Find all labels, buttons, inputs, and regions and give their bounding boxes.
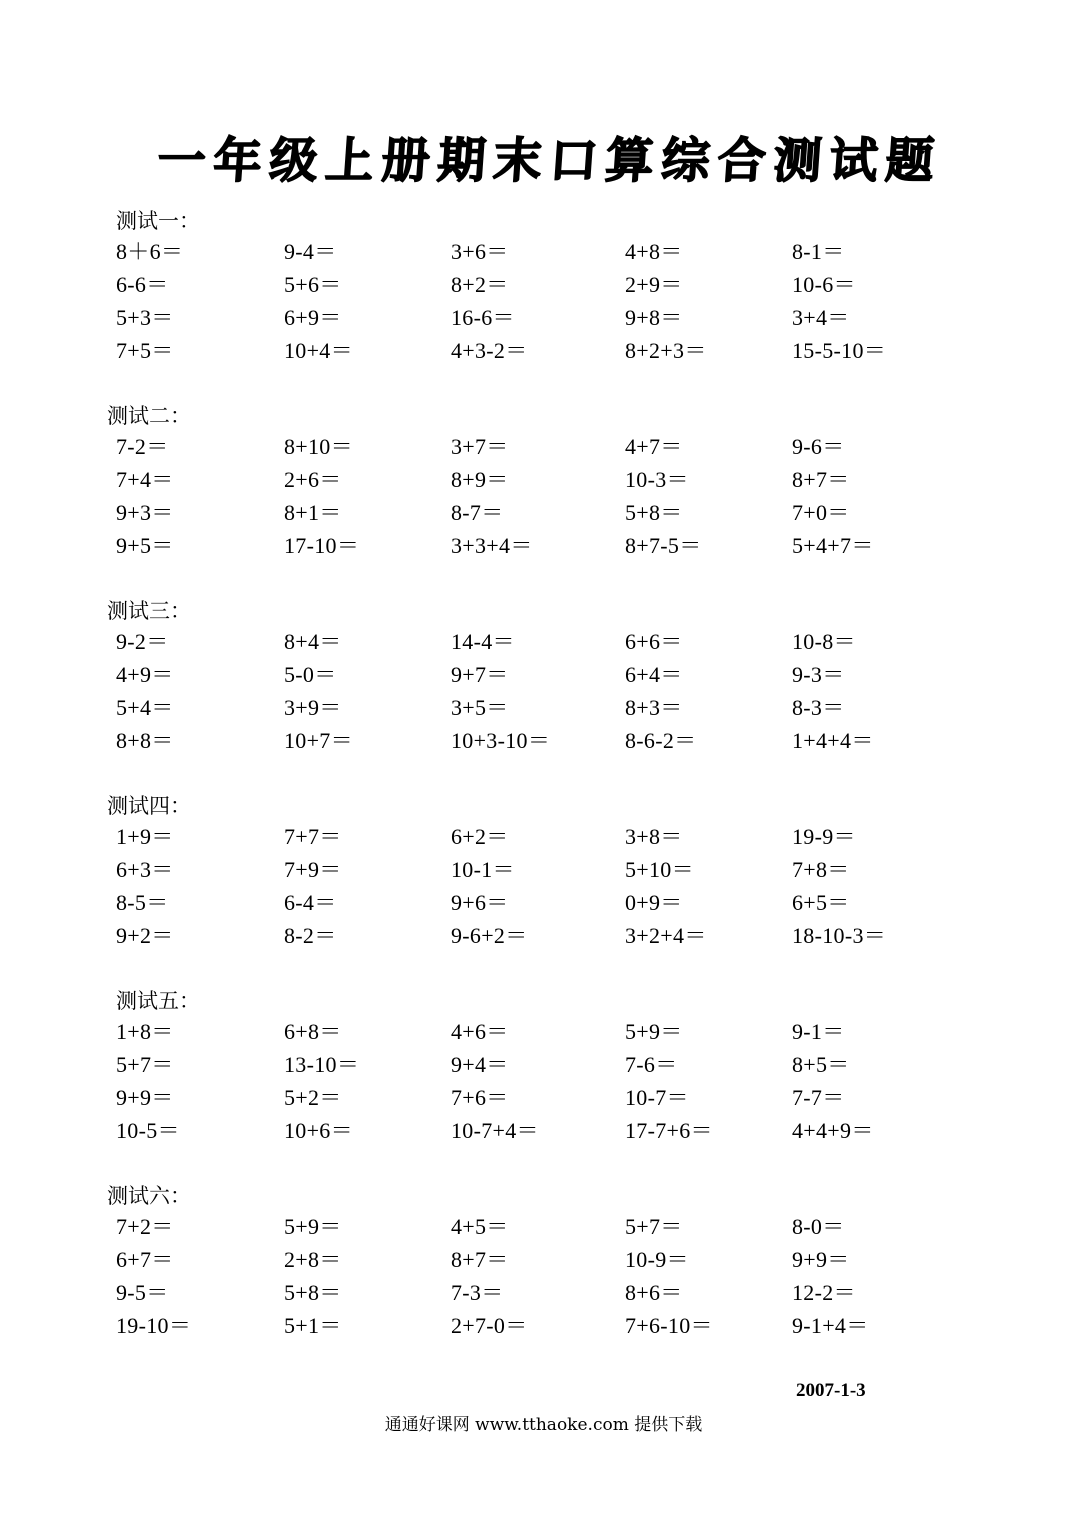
arithmetic-problem: 3+2+4＝ xyxy=(625,923,707,948)
section-label: 测试四： xyxy=(107,794,191,818)
arithmetic-problem: 9+8＝ xyxy=(625,305,683,330)
problem-row xyxy=(0,430,1087,463)
problem-row xyxy=(0,886,1087,919)
arithmetic-problem: 7+4＝ xyxy=(116,467,174,492)
arithmetic-problem: 14-4＝ xyxy=(451,629,515,654)
arithmetic-problem: 8+7＝ xyxy=(792,467,850,492)
arithmetic-problem: 1+9＝ xyxy=(116,824,174,849)
arithmetic-problem: 13-10＝ xyxy=(284,1052,360,1077)
document-date: 2007-1-3 xyxy=(796,1380,866,1401)
arithmetic-problem: 2+9＝ xyxy=(625,272,683,297)
arithmetic-problem: 10-3＝ xyxy=(625,467,689,492)
arithmetic-problem: 9-5＝ xyxy=(116,1280,169,1305)
arithmetic-problem: 8-0＝ xyxy=(792,1214,845,1239)
arithmetic-problem: 8+1＝ xyxy=(284,500,342,525)
arithmetic-problem: 5+1＝ xyxy=(284,1313,342,1338)
arithmetic-problem: 17-7+6＝ xyxy=(625,1118,713,1143)
arithmetic-problem: 5+6＝ xyxy=(284,272,342,297)
section-label: 测试二： xyxy=(107,404,191,428)
arithmetic-problem: 9+3＝ xyxy=(116,500,174,525)
arithmetic-problem: 2+8＝ xyxy=(284,1247,342,1272)
problem-row xyxy=(0,529,1087,562)
arithmetic-problem: 8-5＝ xyxy=(116,890,169,915)
arithmetic-problem: 9+4＝ xyxy=(451,1052,509,1077)
arithmetic-problem: 8-7＝ xyxy=(451,500,504,525)
arithmetic-problem: 6+2＝ xyxy=(451,824,509,849)
arithmetic-problem: 7-7＝ xyxy=(792,1085,845,1110)
arithmetic-problem: 10+6＝ xyxy=(284,1118,353,1143)
arithmetic-problem: 5+9＝ xyxy=(625,1019,683,1044)
problem-row xyxy=(0,853,1087,886)
problem-row xyxy=(0,1048,1087,1081)
arithmetic-problem: 8+7-5＝ xyxy=(625,533,702,558)
arithmetic-problem: 6+7＝ xyxy=(116,1247,174,1272)
arithmetic-problem: 7+2＝ xyxy=(116,1214,174,1239)
problem-row xyxy=(0,658,1087,691)
arithmetic-problem: 8+2＝ xyxy=(451,272,509,297)
problem-row xyxy=(0,625,1087,658)
arithmetic-problem: 1+8＝ xyxy=(116,1019,174,1044)
arithmetic-problem: 8+10＝ xyxy=(284,434,353,459)
arithmetic-problem: 3+6＝ xyxy=(451,239,509,264)
arithmetic-problem: 1+4+4＝ xyxy=(792,728,874,753)
problem-row xyxy=(0,1015,1087,1048)
arithmetic-problem: 16-6＝ xyxy=(451,305,515,330)
arithmetic-problem: 6-4＝ xyxy=(284,890,337,915)
arithmetic-problem: 7-2＝ xyxy=(116,434,169,459)
problem-row xyxy=(0,334,1087,367)
arithmetic-problem: 8-2＝ xyxy=(284,923,337,948)
arithmetic-problem: 5+7＝ xyxy=(625,1214,683,1239)
arithmetic-problem: 9+2＝ xyxy=(116,923,174,948)
arithmetic-problem: 9+9＝ xyxy=(792,1247,850,1272)
arithmetic-problem: 10+4＝ xyxy=(284,338,353,363)
arithmetic-problem: 3+5＝ xyxy=(451,695,509,720)
arithmetic-problem: 5+8＝ xyxy=(625,500,683,525)
arithmetic-problem: 7+9＝ xyxy=(284,857,342,882)
arithmetic-problem: 5+4+7＝ xyxy=(792,533,874,558)
arithmetic-problem: 6+5＝ xyxy=(792,890,850,915)
problem-row xyxy=(0,496,1087,529)
arithmetic-problem: 5-0＝ xyxy=(284,662,337,687)
arithmetic-problem: 9-3＝ xyxy=(792,662,845,687)
arithmetic-problem: 7+6＝ xyxy=(451,1085,509,1110)
problem-row xyxy=(0,235,1087,268)
arithmetic-problem: 2+7-0＝ xyxy=(451,1313,528,1338)
arithmetic-problem: 7+7＝ xyxy=(284,824,342,849)
arithmetic-problem: 8-3＝ xyxy=(792,695,845,720)
arithmetic-problem: 8+4＝ xyxy=(284,629,342,654)
arithmetic-problem: 8+8＝ xyxy=(116,728,174,753)
arithmetic-problem: 7+6-10＝ xyxy=(625,1313,713,1338)
arithmetic-problem: 3+8＝ xyxy=(625,824,683,849)
section-label: 测试一： xyxy=(116,209,200,233)
arithmetic-problem: 7-3＝ xyxy=(451,1280,504,1305)
arithmetic-problem: 4+4+9＝ xyxy=(792,1118,874,1143)
arithmetic-problem: 7-6＝ xyxy=(625,1052,678,1077)
page-title: 一年级上册期末口算综合测试题 xyxy=(155,133,944,189)
arithmetic-problem: 4+7＝ xyxy=(625,434,683,459)
arithmetic-problem: 8+9＝ xyxy=(451,467,509,492)
arithmetic-problem: 10-7＝ xyxy=(625,1085,689,1110)
arithmetic-problem: 9+7＝ xyxy=(451,662,509,687)
arithmetic-problem: 8＋6＝ xyxy=(116,239,184,264)
problem-row xyxy=(0,1309,1087,1342)
arithmetic-problem: 5+8＝ xyxy=(284,1280,342,1305)
arithmetic-problem: 5+9＝ xyxy=(284,1214,342,1239)
arithmetic-problem: 10-7+4＝ xyxy=(451,1118,539,1143)
arithmetic-problem: 10-6＝ xyxy=(792,272,856,297)
arithmetic-problem: 9-2＝ xyxy=(116,629,169,654)
problem-row xyxy=(0,724,1087,757)
arithmetic-problem: 3+4＝ xyxy=(792,305,850,330)
arithmetic-problem: 5+7＝ xyxy=(116,1052,174,1077)
arithmetic-problem: 10-1＝ xyxy=(451,857,515,882)
arithmetic-problem: 5+3＝ xyxy=(116,305,174,330)
problem-row xyxy=(0,820,1087,853)
section-label: 测试三： xyxy=(107,599,191,623)
arithmetic-problem: 10-5＝ xyxy=(116,1118,180,1143)
arithmetic-problem: 3+9＝ xyxy=(284,695,342,720)
problem-row xyxy=(0,1243,1087,1276)
arithmetic-problem: 3+7＝ xyxy=(451,434,509,459)
arithmetic-problem: 6+6＝ xyxy=(625,629,683,654)
arithmetic-problem: 9-4＝ xyxy=(284,239,337,264)
arithmetic-problem: 9+6＝ xyxy=(451,890,509,915)
arithmetic-problem: 18-10-3＝ xyxy=(792,923,887,948)
arithmetic-problem: 7+5＝ xyxy=(116,338,174,363)
arithmetic-problem: 12-2＝ xyxy=(792,1280,856,1305)
arithmetic-problem: 10+3-10＝ xyxy=(451,728,551,753)
arithmetic-problem: 4+3-2＝ xyxy=(451,338,528,363)
arithmetic-problem: 8+7＝ xyxy=(451,1247,509,1272)
arithmetic-problem: 8+2+3＝ xyxy=(625,338,707,363)
arithmetic-problem: 8-1＝ xyxy=(792,239,845,264)
arithmetic-problem: 7+0＝ xyxy=(792,500,850,525)
arithmetic-problem: 19-9＝ xyxy=(792,824,856,849)
arithmetic-problem: 4+6＝ xyxy=(451,1019,509,1044)
section-label: 测试五： xyxy=(116,989,200,1013)
problem-row xyxy=(0,1276,1087,1309)
arithmetic-problem: 4+8＝ xyxy=(625,239,683,264)
arithmetic-problem: 10+7＝ xyxy=(284,728,353,753)
footer-source: 通通好课网 www.tthaoke.com 提供下载 xyxy=(384,1415,703,1435)
arithmetic-problem: 10-9＝ xyxy=(625,1247,689,1272)
arithmetic-problem: 6+8＝ xyxy=(284,1019,342,1044)
arithmetic-problem: 5+2＝ xyxy=(284,1085,342,1110)
arithmetic-problem: 9+5＝ xyxy=(116,533,174,558)
arithmetic-problem: 6+3＝ xyxy=(116,857,174,882)
problem-row xyxy=(0,691,1087,724)
arithmetic-problem: 4+9＝ xyxy=(116,662,174,687)
arithmetic-problem: 17-10＝ xyxy=(284,533,360,558)
arithmetic-problem: 9-1+4＝ xyxy=(792,1313,869,1338)
arithmetic-problem: 7+8＝ xyxy=(792,857,850,882)
arithmetic-problem: 5+4＝ xyxy=(116,695,174,720)
problem-row xyxy=(0,1210,1087,1243)
arithmetic-problem: 8+5＝ xyxy=(792,1052,850,1077)
arithmetic-problem: 8-6-2＝ xyxy=(625,728,697,753)
arithmetic-problem: 19-10＝ xyxy=(116,1313,192,1338)
arithmetic-problem: 4+5＝ xyxy=(451,1214,509,1239)
arithmetic-problem: 9-6＝ xyxy=(792,434,845,459)
arithmetic-problem: 15-5-10＝ xyxy=(792,338,887,363)
arithmetic-problem: 5+10＝ xyxy=(625,857,694,882)
problem-row xyxy=(0,919,1087,952)
arithmetic-problem: 2+6＝ xyxy=(284,467,342,492)
problem-row xyxy=(0,463,1087,496)
arithmetic-problem: 6-6＝ xyxy=(116,272,169,297)
problem-row xyxy=(0,301,1087,334)
arithmetic-problem: 9-1＝ xyxy=(792,1019,845,1044)
arithmetic-problem: 8+3＝ xyxy=(625,695,683,720)
arithmetic-problem: 6+9＝ xyxy=(284,305,342,330)
arithmetic-problem: 6+4＝ xyxy=(625,662,683,687)
problem-row xyxy=(0,268,1087,301)
arithmetic-problem: 3+3+4＝ xyxy=(451,533,533,558)
arithmetic-problem: 0+9＝ xyxy=(625,890,683,915)
arithmetic-problem: 8+6＝ xyxy=(625,1280,683,1305)
section-label: 测试六： xyxy=(107,1184,191,1208)
arithmetic-problem: 10-8＝ xyxy=(792,629,856,654)
problem-row xyxy=(0,1081,1087,1114)
problem-row xyxy=(0,1114,1087,1147)
arithmetic-problem: 9+9＝ xyxy=(116,1085,174,1110)
arithmetic-problem: 9-6+2＝ xyxy=(451,923,528,948)
